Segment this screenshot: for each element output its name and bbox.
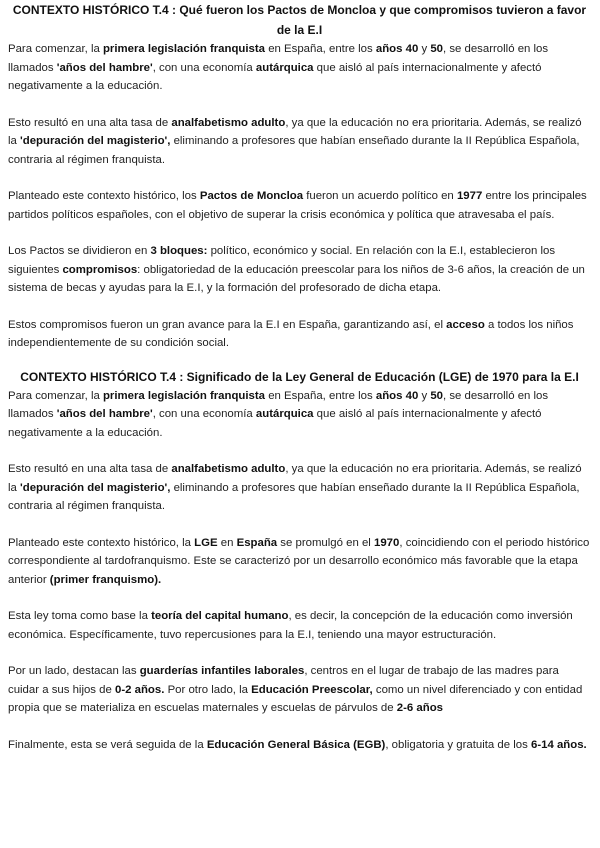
bold-text: acceso	[446, 318, 485, 331]
text-run: , se desarrolló en los llamados	[8, 389, 549, 420]
text-run: , ya que la educación no era prioritaria. Además, se realizó la	[8, 463, 582, 494]
text-run: , ya que la educación no era prioritaria. Además, se realizó la	[8, 116, 582, 147]
section-title: CONTEXTO HISTÓRICO T.4 : Significado de la Ley General de Educación (LGE) de 1970 para la E.I	[20, 369, 579, 384]
paragraph	[8, 40, 591, 96]
section-body	[8, 387, 591, 755]
text-run: Finalmente, esta se verá seguida de la	[8, 738, 207, 751]
text-run: como un nivel diferenciado y con entidad propia que se materializa en escuelas maternales y escuelas de párvulos de	[8, 683, 583, 714]
bold-text: 2-6 años	[396, 702, 443, 714]
section-title: CONTEXTO HISTÓRICO T.4 : Qué fueron los Pactos de Moncloa y que compromisos tuvieron a favor de la E.I	[12, 3, 587, 37]
paragraph	[8, 114, 591, 170]
paragraph	[8, 662, 591, 718]
bold-text: 'depuración del magisterio',	[20, 135, 171, 147]
text-run: Por un lado, destacan las	[8, 665, 140, 677]
text-run: : obligatoriedad de la educación preescolar para los niños de 3-6 años, la creación de un sistema de becas y ayudas para la E.I, y la formación del profesorado de dicha etapa.	[8, 263, 585, 294]
bold-text: (primer franquismo).	[49, 573, 162, 586]
bold-text: 0-2 años.	[115, 683, 165, 696]
text-run: Los Pactos se dividieron en	[8, 245, 151, 257]
text-run: , obligatoria y gratuita de los	[385, 738, 531, 751]
text-run: a todos los niños independientemente de su condición social.	[8, 318, 574, 349]
bold-text: primera legislación franquista	[102, 43, 266, 55]
bold-text: Educación General Básica (EGB)	[206, 738, 386, 751]
text-run: Esto resultó en una alta tasa de	[8, 463, 172, 475]
text-run: , es decir, la concepción de la educación como inversión económica. Específicamente, tuvo repercusiones para la E.I, teniendo una mayor estructuración.	[8, 610, 573, 641]
bold-text: Educación Preescolar,	[251, 683, 373, 696]
text-run: y	[418, 389, 431, 402]
bold-text: LGE	[194, 536, 218, 549]
bold-text: autárquica	[255, 408, 314, 420]
paragraph	[8, 534, 591, 590]
text-run: Por otro lado, la	[164, 683, 252, 696]
text-run: , se desarrolló en los llamados	[8, 43, 549, 74]
bold-text: años 40	[375, 389, 419, 402]
text-run: Esto resultó en una alta tasa de	[8, 116, 172, 129]
paragraph	[8, 316, 591, 353]
bold-text: teoría del capital humano	[151, 610, 289, 622]
bold-text: 6-14 años.	[530, 738, 587, 751]
bold-text: años 40	[375, 43, 419, 55]
text-run: , con una economía	[152, 61, 256, 74]
paragraph	[8, 387, 591, 443]
bold-text: 50	[430, 43, 443, 55]
bold-text: analfabetismo adulto	[171, 463, 286, 475]
text-run: que aisló al país internacionalmente y afectó negativamente a la educación.	[8, 61, 542, 92]
bold-text: 'años del hambre'	[56, 61, 153, 74]
text-run: y	[418, 43, 431, 55]
text-run: , con una economía	[152, 408, 256, 420]
bold-text: 3 bloques:	[150, 245, 208, 257]
bold-text: compromisos	[62, 263, 138, 276]
bold-text: 50	[430, 389, 443, 402]
text-run: que aisló al país internacionalmente y afectó negativamente a la educación.	[8, 408, 542, 439]
text-run: Para comenzar, la	[8, 43, 103, 55]
paragraph	[8, 242, 591, 298]
text-run: , coincidiendo con el periodo histórico correspondiente al tardofranquismo. Este se caracterizó por un desarrollo económico más favorable que la etapa anterior	[8, 536, 590, 586]
section-body	[8, 40, 591, 353]
bold-text: autárquica	[255, 61, 314, 74]
bold-text: Pactos de Moncloa	[199, 190, 304, 202]
text-run: entre los principales partidos políticos españoles, con el objetivo de superar la crisis económica y política que atravesaba el país.	[8, 190, 587, 221]
paragraph	[8, 460, 591, 516]
text-run: Planteado este contexto histórico, los	[8, 190, 200, 202]
text-run: en	[217, 536, 237, 549]
bold-text: primera legislación franquista	[102, 389, 266, 402]
text-run: se promulgó en el	[277, 536, 375, 549]
text-run: político, económico y social. En relación con la E.I, establecieron los siguientes	[8, 245, 556, 276]
section-lge-1970	[8, 367, 591, 755]
text-run: , centros en el lugar de trabajo de las madres para cuidar a sus hijos de	[8, 665, 559, 696]
bold-text: guarderías infantiles laborales	[139, 665, 305, 677]
paragraph	[8, 187, 591, 224]
paragraph	[8, 736, 591, 755]
text-run: Para comenzar, la	[8, 389, 103, 402]
text-run: Planteado este contexto histórico, la	[8, 536, 195, 549]
paragraph	[8, 607, 591, 644]
text-run: en España, entre los	[265, 43, 376, 55]
text-run: Estos compromisos fueron un gran avance para la E.I en España, garantizando así, el	[8, 318, 447, 331]
bold-text: 'depuración del magisterio',	[20, 481, 171, 494]
text-run: eliminando a profesores que habían enseñado durante la II República Española, contraria al régimen franquista.	[8, 135, 580, 166]
section-pactos-moncloa	[8, 0, 591, 353]
bold-text: 1970	[374, 536, 400, 549]
text-run: en España, entre los	[265, 389, 376, 402]
bold-text: 1977	[456, 190, 483, 202]
bold-text: España	[236, 536, 278, 549]
bold-text: 'años del hambre'	[56, 408, 153, 420]
text-run: eliminando a profesores que habían enseñado durante la II República Española, contraria al régimen franquista.	[8, 481, 580, 512]
text-run: fueron un acuerdo político en	[303, 190, 457, 202]
text-run: Esta ley toma como base la	[8, 610, 152, 622]
bold-text: analfabetismo adulto	[171, 116, 286, 129]
